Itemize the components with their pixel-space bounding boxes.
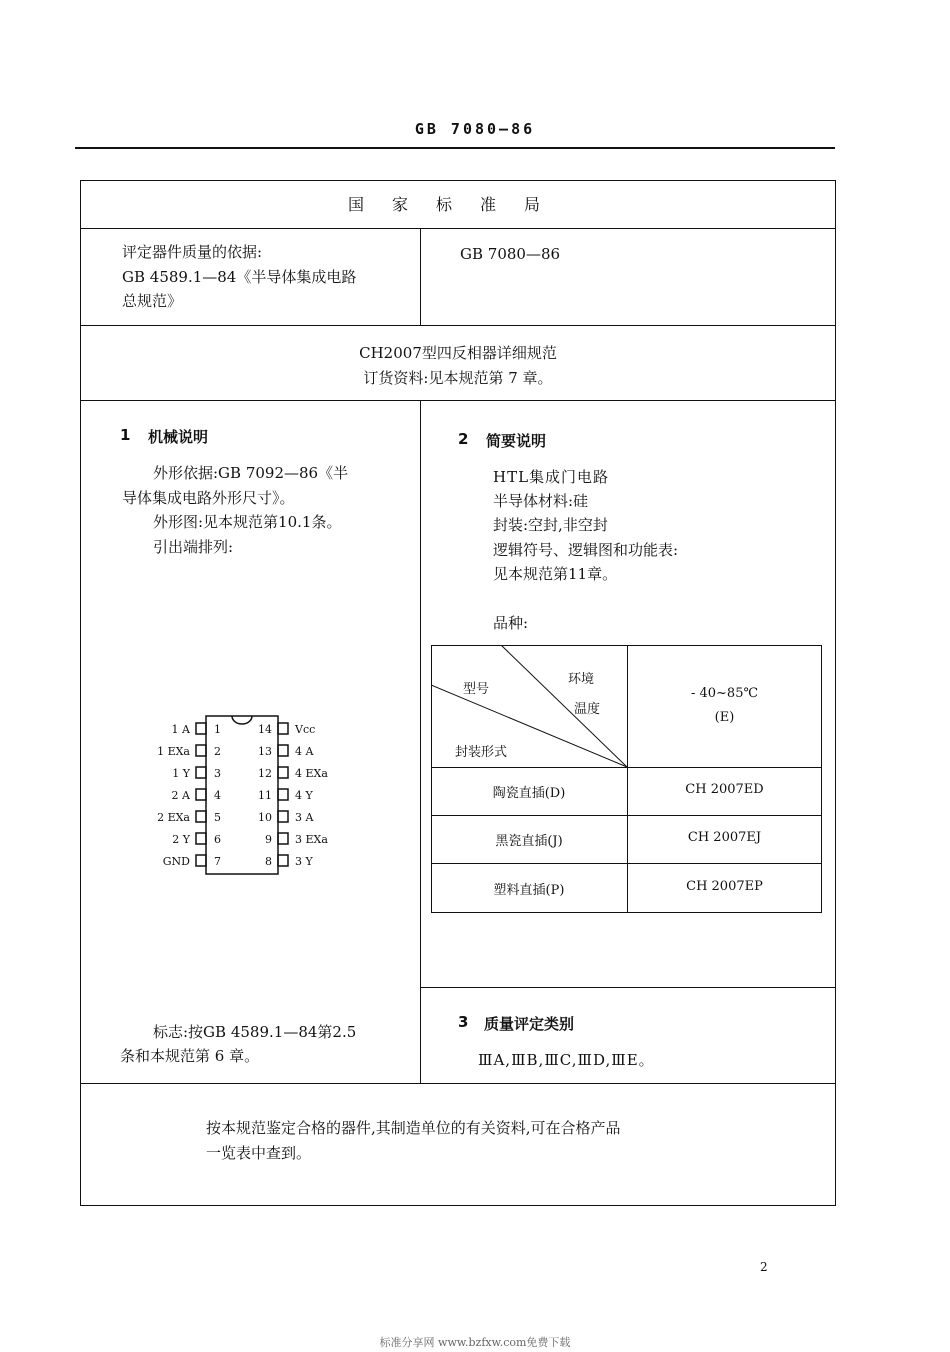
header-rule [75,147,835,149]
pin-label: 3 EXa [295,833,328,846]
pin-label: Vcc [295,723,316,736]
variety-label: 品种: [493,614,529,632]
divider [80,1083,836,1084]
basis-standard: GB 7080—86 [460,245,561,263]
hdr-environment: 环境 [568,672,595,687]
pin-number: 9 [265,833,272,846]
model-black-ceramic: CH 2007EJ [687,830,762,845]
page-number: 2 [760,1260,768,1274]
circuit-type: HTL集成门电路 [493,468,610,486]
divider [420,987,836,988]
pin-box [196,767,206,778]
pin-number: 7 [214,855,221,868]
spec-title: CH2007型四反相器详细规范 [359,344,557,362]
pin-label: 4 A [295,745,314,758]
quality-classes: ⅢA,ⅢB,ⅢC,ⅢD,ⅢE。 [478,1051,655,1069]
outline-basis-cont: 导体集成电路外形尺寸》。 [122,489,295,507]
divider-vertical [420,400,421,1083]
qualified-note: 按本规范鉴定合格的器件,其制造单位的有关资料,可在合格产品 [206,1119,621,1137]
pin-box [196,789,206,800]
section2-heading: 简要说明 [486,432,547,450]
pin-box [196,723,206,734]
standard-number-header: GB 7080—86 [414,120,536,138]
basis-label: 评定器件质量的依据: [122,243,263,261]
outline-drawing: 外形图:见本规范第10.1条。 [153,513,342,531]
pin-box [278,833,288,844]
section1-heading: 机械说明 [148,428,209,446]
pin-box [278,745,288,756]
hdr-package: 封装形式 [455,745,508,760]
pin-label: 1 Y [172,767,190,780]
pin-label: 2 EXa [157,811,190,824]
divider [80,325,836,326]
pin-box [278,811,288,822]
pin-box [196,745,206,756]
table-divider [431,863,822,864]
pin-box [196,833,206,844]
pin-number: 14 [258,723,272,736]
hdr-temperature: 温度 [574,702,601,717]
table-divider [431,815,822,816]
pin-label: 4 EXa [295,767,328,780]
pin-label: GND [162,855,190,868]
agency-name: 国家标准局 [347,195,568,214]
divider [80,228,836,229]
divider [80,400,836,401]
pin-number: 13 [258,745,272,758]
pin-number: 10 [258,811,272,824]
pin-label: 3 A [295,811,314,824]
pinout-diagram [140,712,360,882]
pin-arrangement-label: 引出端排列: [153,538,234,556]
package-ceramic: 陶瓷直插(D) [492,786,566,801]
logic-info: 逻辑符号、逻辑图和功能表: [493,541,679,559]
pin-label: 1 EXa [157,745,190,758]
pin-box [278,855,288,866]
pin-label: 2 A [171,789,190,802]
temp-code: (E) [714,710,735,725]
package-plastic: 塑料直插(P) [493,883,565,898]
section1-number: 1 [120,426,131,444]
marking-text-cont: 条和本规范第 6 章。 [120,1047,260,1065]
pin-number: 4 [214,789,221,802]
basis-reference-cont: 总规范》 [122,292,183,310]
package: 封装:空封,非空封 [493,516,608,534]
package-black-ceramic: 黑瓷直插(J) [495,834,563,849]
section3-heading: 质量评定类别 [484,1015,575,1033]
pin-number: 11 [258,789,272,802]
logic-info-ref: 见本规范第11章。 [493,565,618,583]
qualified-note-cont: 一览表中查到。 [206,1144,312,1162]
pin-label: 2 Y [172,833,190,846]
section2-number: 2 [458,430,469,448]
divider-vertical [420,228,421,325]
pin-number: 8 [265,855,272,868]
section3-number: 3 [458,1013,469,1031]
ic-notch [232,716,252,724]
pin-box [278,767,288,778]
pin-number: 5 [214,811,221,824]
pin-number: 2 [214,745,221,758]
footer-watermark: 标准分享网 www.bzfxw.com免费下载 [379,1336,571,1349]
order-info: 订货资料:见本规范第 7 章。 [363,369,553,387]
pin-label: 4 Y [295,789,313,802]
material: 半导体材料:硅 [493,492,589,510]
pin-box [196,811,206,822]
pin-box [278,723,288,734]
temp-range: - 40~85℃ [690,686,759,701]
pin-number: 3 [214,767,221,780]
basis-reference: GB 4589.1—84《半导体集成电路 [122,268,357,286]
pin-number: 1 [214,723,221,736]
hdr-model: 型号 [463,682,490,697]
pin-number: 12 [258,767,272,780]
pin-label: 1 A [171,723,190,736]
outline-basis: 外形依据:GB 7092—86《半 [153,464,349,482]
model-plastic: CH 2007EP [686,879,763,894]
pin-box [278,789,288,800]
model-ceramic: CH 2007ED [685,782,764,797]
pin-label: 3 Y [295,855,313,868]
pin-number: 6 [214,833,221,846]
pin-box [196,855,206,866]
marking-text: 标志:按GB 4589.1—84第2.5 [153,1023,357,1041]
